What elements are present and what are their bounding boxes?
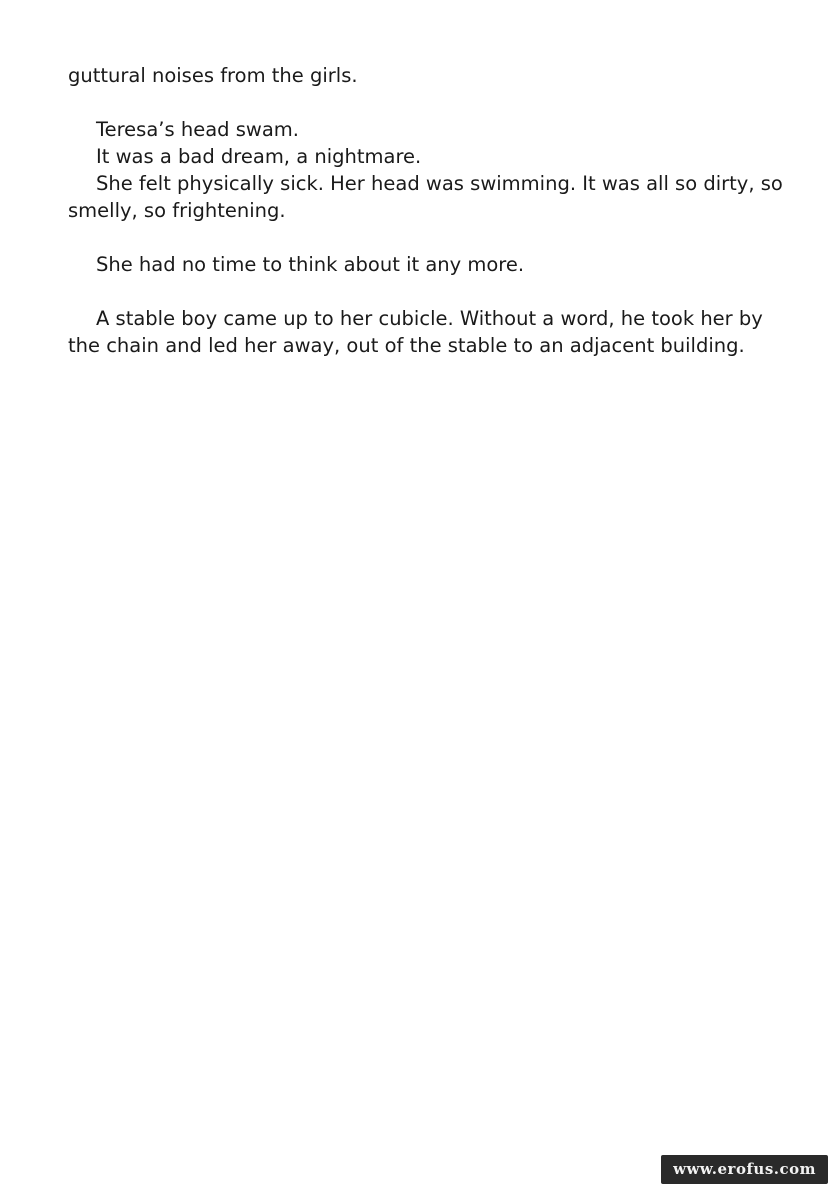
paragraph: She had no time to think about it any more. (96, 253, 525, 276)
paragraph: A stable boy came up to her cubicle. Without a word, he took her by the chain and led her away, out of the stable to an adjacent building. (68, 307, 763, 357)
page-body-text (68, 62, 788, 359)
paragraph: Teresa’s head swam. (96, 118, 299, 141)
paragraph: guttural noises from the girls. (68, 64, 358, 87)
watermark-logo: www.erofus.com (661, 1155, 828, 1184)
paragraph: It was a bad dream, a nightmare. (96, 145, 422, 168)
paragraph: She felt physically sick. Her head was swimming. It was all so dirty, so smelly, so frightening. (68, 172, 783, 222)
